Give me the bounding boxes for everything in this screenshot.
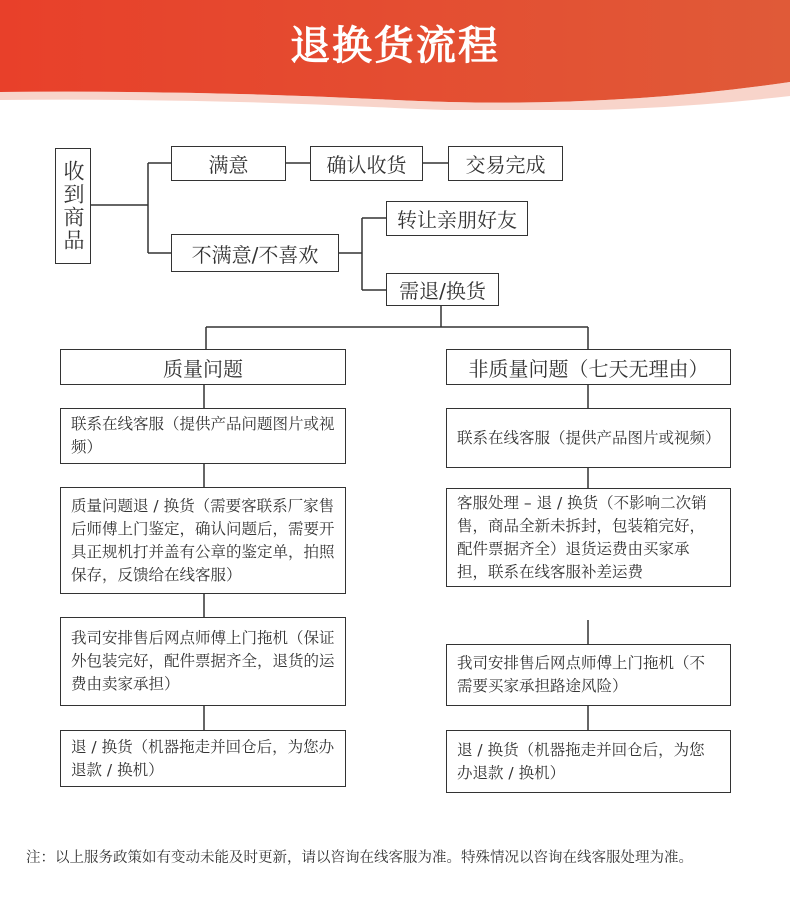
quality-step-4-text: 退 / 换货（机器拖走并回仓后，为您办退款 / 换机） <box>71 737 335 779</box>
confirm-receipt-node: 确认收货 <box>310 146 423 181</box>
page-title: 退换货流程 <box>290 23 500 69</box>
non-quality-step-3-text: 我司安排售后网点师傅上门拖机（不需要买家承担路途风险） <box>457 654 706 695</box>
quality-step-2 <box>60 487 346 594</box>
quality-step-1 <box>60 408 346 464</box>
non-quality-step-1-text: 联系在线客服（提供产品图片或视频） <box>457 428 721 447</box>
quality-issue-heading: 质量问题 <box>60 349 346 385</box>
footer-note: 注：以上服务政策如有变动未能及时更新，请以咨询在线客服为准。特殊情况以咨询在线客服处理为准。 <box>26 850 693 866</box>
need-return-node: 需退/换货 <box>386 273 499 306</box>
quality-step-3 <box>60 617 346 706</box>
non-quality-step-2 <box>446 488 731 587</box>
non-quality-step-1 <box>446 408 731 468</box>
deal-done-node: 交易完成 <box>448 146 563 181</box>
non-quality-issue-heading: 非质量问题（七天无理由） <box>446 349 731 385</box>
non-quality-step-4-text: 退 / 换货（机器拖走并回仓后，为您办退款 / 换机） <box>457 740 705 782</box>
not-satisfied-node: 不满意/不喜欢 <box>171 234 339 272</box>
satisfied-node: 满意 <box>171 146 286 181</box>
received-goods-node: 收到商品 <box>55 148 91 264</box>
non-quality-step-4 <box>446 730 731 793</box>
transfer-node: 转让亲朋好友 <box>386 201 528 236</box>
quality-step-2-text: 质量问题退 / 换货（需要客联系厂家售后师傅上门鉴定，确认问题后，需要开具正规机打并盖有公章的鉴定单，拍照保存，反馈给在线客服） <box>71 496 335 584</box>
non-quality-step-2-text: 客服处理 – 退 / 换货（不影响二次销售，商品全新未拆封，包装箱完好，配件票据齐全）退货运费由买家承担，联系在线客服补差运费 <box>457 493 707 581</box>
non-quality-step-3 <box>446 644 731 706</box>
quality-step-4 <box>60 730 346 787</box>
quality-step-3-text: 我司安排售后网点师傅上门拖机（保证外包装完好，配件票据齐全，退货的运费由卖家承担） <box>71 629 335 693</box>
quality-step-1-text: 联系在线客服（提供产品问题图片或视频） <box>71 415 335 456</box>
